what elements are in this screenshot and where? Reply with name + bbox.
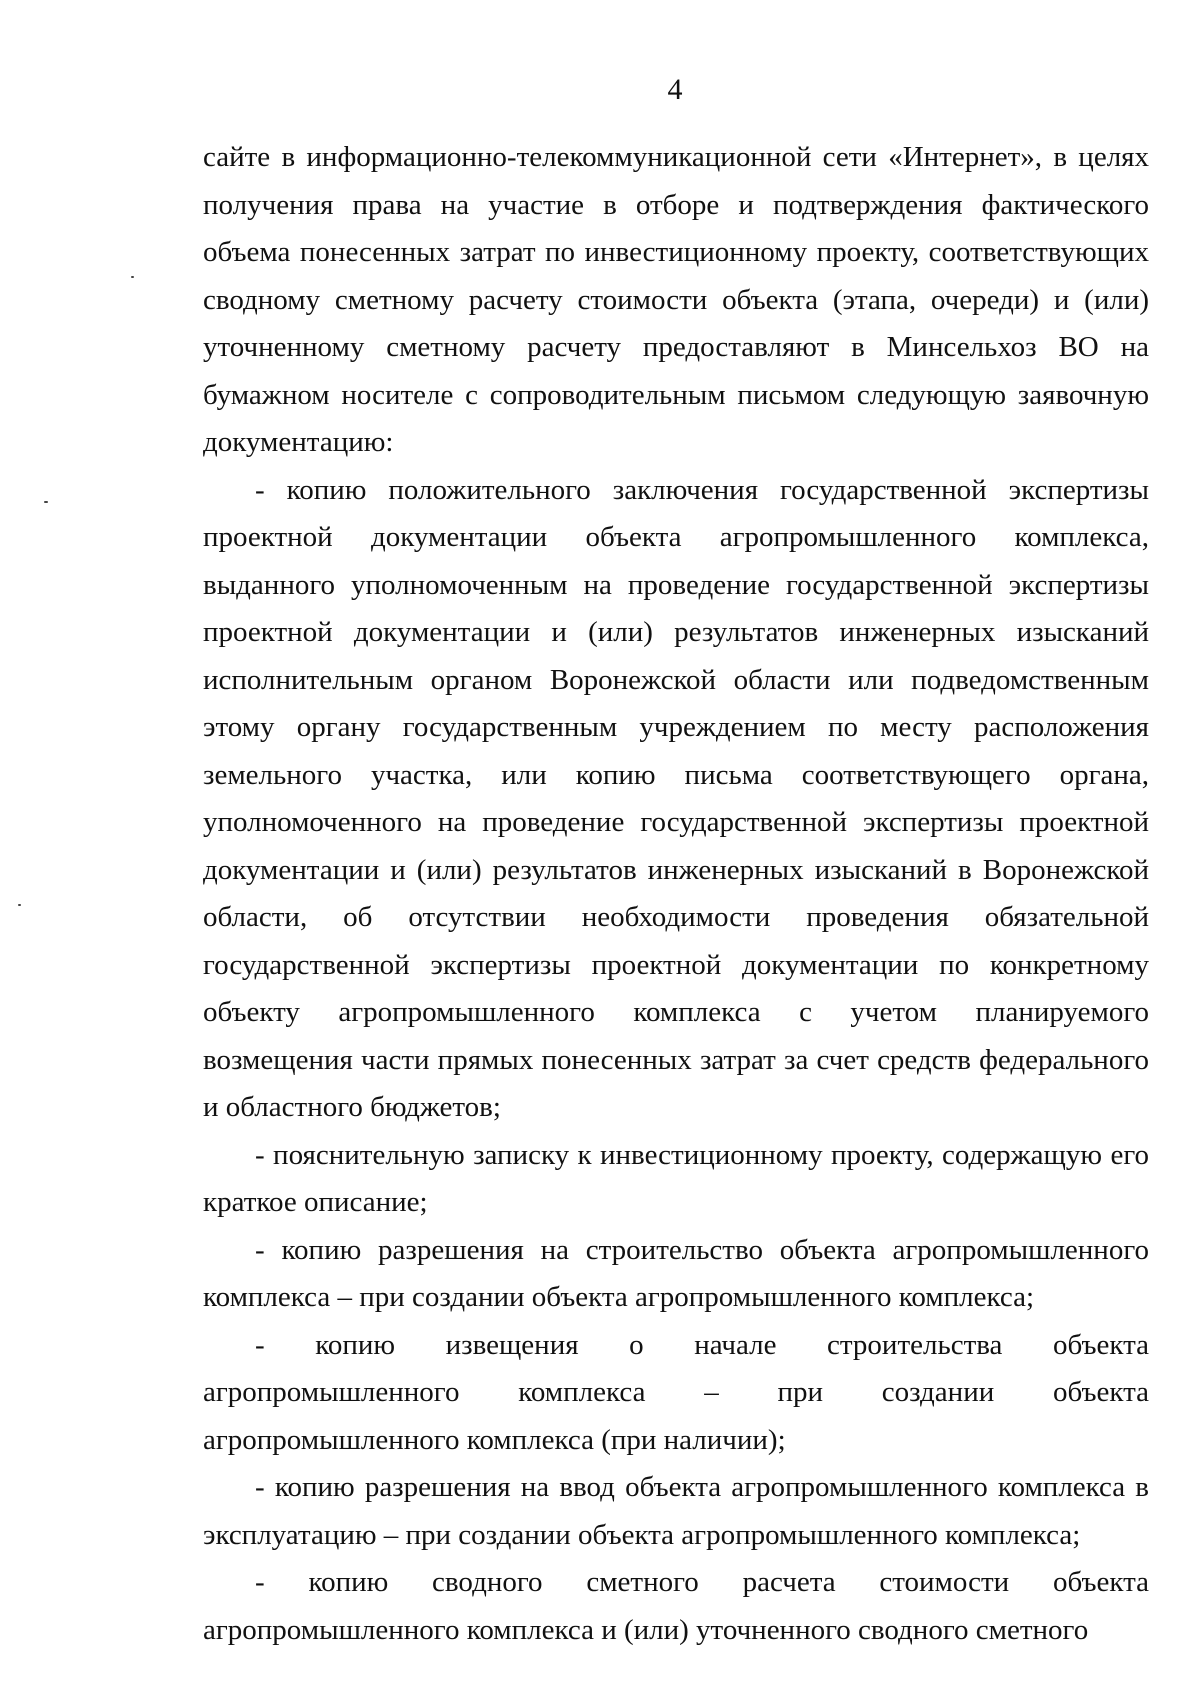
- list-item-expertise-conclusion: - копию положительного заключения государственной экспертизы проектной документации объекта агропромышленного комплекса, выданного уполномоченным на проведение государственной экспертизы проектной документации и (или) результатов инженерных изысканий исполнительным органом Воронежской области или подведомственным этому органу государственным учреждением по месту расположения земельного участка, или копию письма соответствующего органа, уполномоченного на проведение государственной экспертизы проектной документации и (или) результатов инженерных изысканий в Воронежской области, об отсутствии необходимости проведения обязательной государственной экспертизы проектной документации по конкретному объекту агропромышленного комплекса с учетом планируемого возмещения части прямых понесенных затрат за счет средств федерального и областного бюджетов;: [203, 473, 1149, 1123]
- document-body: [203, 134, 1149, 1654]
- scan-speck: [44, 501, 48, 503]
- scan-speck: [18, 904, 21, 906]
- list-item-commissioning-permit: - копию разрешения на ввод объекта агропромышленного комплекса в эксплуатацию – при создании объекта агропромышленного комплекса;: [203, 1471, 1149, 1551]
- paragraph-intro: сайте в информационно-телекоммуникационной сети «Интернет», в целях получения права на участие в отборе и подтверждения фактического объема понесенных затрат по инвестиционному проекту, соответствующих сводному сметному расчету стоимости объекта (этапа, очереди) и (или) уточненному сметному расчету предоставляют в Минсельхоз ВО на бумажном носителе с сопроводительным письмом следующую заявочную документацию:: [203, 141, 1149, 458]
- scan-speck: [131, 276, 134, 278]
- list-item-construction-notice: - копию извещения о начале строительства объекта агропромышленного комплекса – при создании объекта агропромышленного комплекса (при наличии);: [203, 1328, 1149, 1456]
- list-item-explanatory-note: - пояснительную записку к инвестиционному проекту, содержащую его краткое описание;: [203, 1138, 1149, 1218]
- page-number: 4: [667, 73, 683, 106]
- list-item-summary-estimate: - копию сводного сметного расчета стоимости объекта агропромышленного комплекса и (или) уточненного сводного сметного: [203, 1566, 1149, 1646]
- list-item-construction-permit: - копию разрешения на строительство объекта агропромышленного комплекса – при создании объекта агропромышленного комплекса;: [203, 1233, 1149, 1313]
